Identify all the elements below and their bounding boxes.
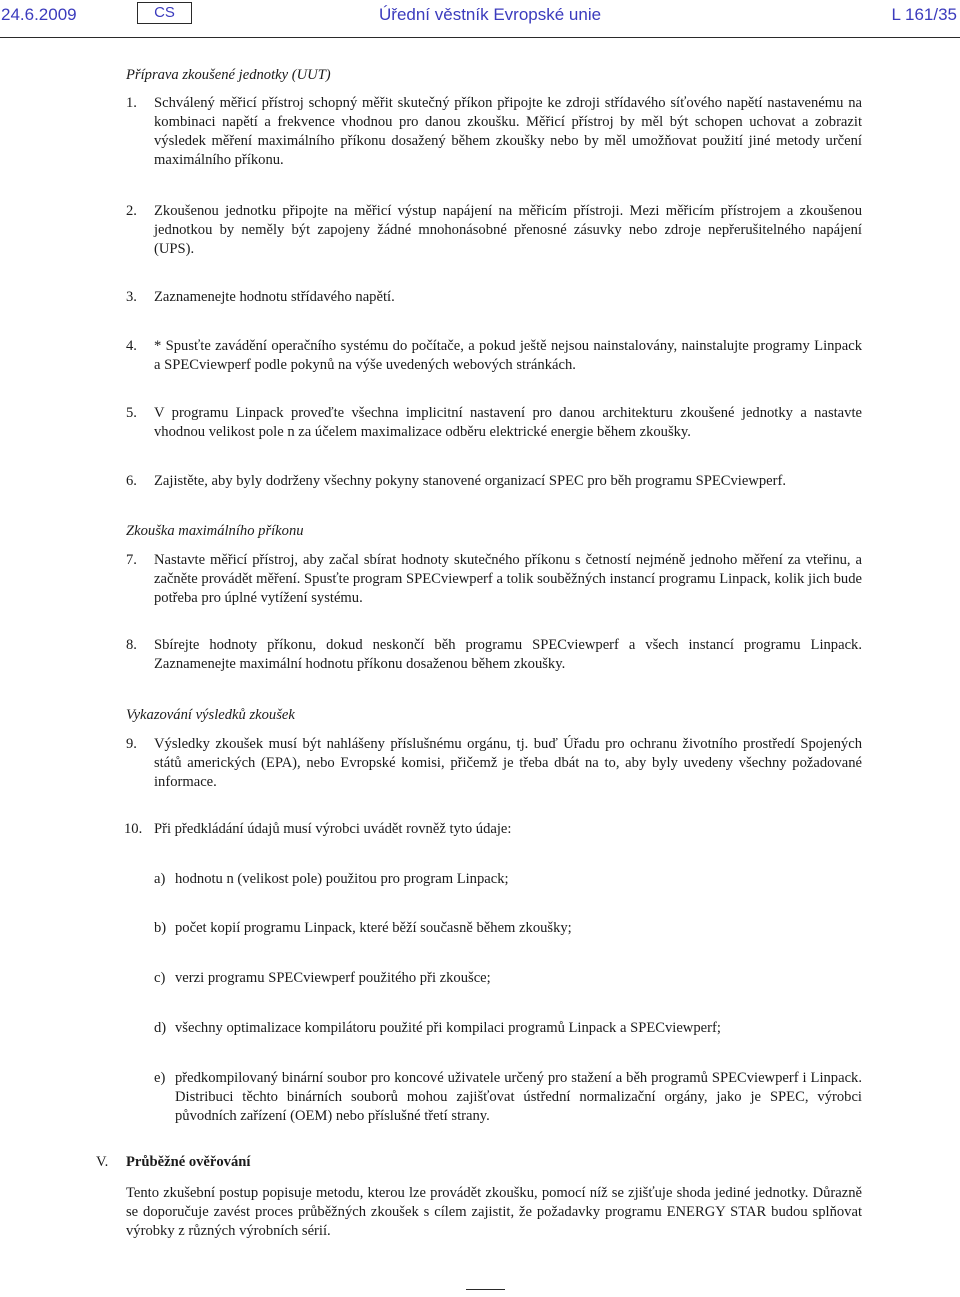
list-item [126, 472, 862, 491]
item-text: Při předkládání údajů musí výrobci uvádět rovněž tyto údaje: [154, 821, 512, 837]
sub-item-letter: d) [154, 1020, 167, 1036]
list-item [126, 288, 862, 307]
item-text: Nastavte měřicí přístroj, aby začal sbírat hodnoty skutečného příkonu s četností nejméně jednoho měření za vteřinu, a začněte provádět měření. Spusťte program SPECviewperf a tolik souběžných instancí programu Linpack, kolik jich bude potřeba pro úplné vytížení systému. [154, 552, 862, 606]
item-number: 1. [126, 95, 137, 111]
sub-item-text: předkompilovaný binární soubor pro koncové uživatele určený pro stažení a běh programů SPECviewperf i Linpack. Distribuci těchto binárních souborů mohou zajišťovat ústřední normalizační orgány, jako je SPEC, výrobci původních zařízení (OEM) nebo příslušné třetí strany. [175, 1070, 862, 1124]
item-number: 3. [126, 289, 137, 305]
item-text: Zajistěte, aby byly dodrženy všechny pokyny stanovené organizací SPEC pro běh programu SPECviewperf. [154, 473, 786, 489]
item-text: Schválený měřicí přístroj schopný měřit skutečný příkon připojte ke zdroji střídavého síťového napětí nastavenému na kombinaci napětí a frekvence vhodnou pro danou zkoušku. Měřicí přístroj by měl být schopen uchovat a zobrazit výsledek měření maximálního příkonu dosažený během zkoušky nebo by měl umožňovat použití jiné metody určení maximálního příkonu. [154, 95, 862, 168]
list-item [126, 551, 862, 608]
item-text: * Spusťte zavádění operačního systému do počítače, a pokud ještě nejsou nainstalovány, nainstalujte programy Linpack a SPECviewperf podle pokynů na výše uvedených webových stránkách. [154, 338, 862, 373]
item-number: 2. [126, 203, 137, 219]
sub-item-letter: b) [154, 920, 167, 936]
subheading-max-power-test: Zkouška maximálního příkonu [126, 523, 304, 539]
sub-item-letter: e) [154, 1070, 166, 1086]
sub-list-item [154, 1019, 862, 1038]
sub-item-letter: a) [154, 871, 166, 887]
list-item [126, 202, 862, 259]
sub-item-text: verzi programu SPECviewperf použitého při zkoušce; [175, 970, 491, 986]
section-title: Průběžné ověřování [126, 1154, 251, 1170]
sub-list-item [154, 919, 862, 938]
section-number: V. [96, 1154, 109, 1170]
journal-title: Úřední věstník Evropské unie [379, 5, 602, 24]
section-paragraph: Tento zkušební postup popisuje metodu, kterou lze provádět zkoušku, pomocí níž se zjišťuje shoda jediné jednotky. Důrazně se doporučuje zavést proces průběžných zkoušek s cílem zajistit, že požadavky programu ENERGY STAR budou splňovat výrobky z různých výrobních sérií. [126, 1185, 862, 1239]
item-text: Zaznamenejte hodnotu střídavého napětí. [154, 289, 395, 305]
item-text: Zkoušenou jednotku připojte na měřicí výstup napájení na měřicím přístroji. Mezi měřicím přístrojem a zkoušenou jednotkou by neměly být zapojeny žádné mnohonásobné přenosné zásuvky nebo zdroje nepřerušitelného napájení (UPS). [154, 203, 862, 257]
item-number: 9. [126, 736, 137, 752]
sub-item-text: počet kopií programu Linpack, které běží současně během zkoušky; [175, 920, 572, 936]
item-text: V programu Linpack proveďte všechna implicitní nastavení pro danou architekturu zkoušené jednotky a nastavte vhodnou velikost pole n za účelem maximalizace odběru elektrické energie během zkoušky. [154, 405, 862, 440]
item-number: 7. [126, 552, 137, 568]
item-number: 5. [126, 405, 137, 421]
language-badge: CS [137, 2, 192, 24]
item-number: 8. [126, 637, 137, 653]
item-number: 4. [126, 338, 137, 354]
journal-header [0, 0, 960, 38]
sub-list-item [154, 969, 862, 988]
item-text: Sbírejte hodnoty příkonu, dokud neskončí běh programu SPECviewperf a všech instancí programu Linpack. Zaznamenejte maximální hodnotu příkonu dosaženou během zkoušky. [154, 637, 862, 672]
item-text: Výsledky zkoušek musí být nahlášeny příslušnému orgánu, tj. buď Úřadu pro ochranu životního prostředí Spojených států amerických (EPA), nebo Evropské komisi, přičemž je třeba dbát na to, aby byly uvedeny všechny požadované informace. [154, 736, 862, 790]
list-item [126, 820, 862, 839]
sub-list-item [154, 870, 862, 889]
list-item [126, 735, 862, 792]
sub-list-item [154, 1069, 862, 1126]
list-item [126, 404, 862, 442]
item-number: 10. [124, 821, 143, 837]
header-date: 24.6.2009 [1, 5, 77, 24]
page-reference: L 161/35 [891, 5, 957, 24]
subheading-results-reporting: Vykazování výsledků zkoušek [126, 707, 295, 723]
footer-divider [466, 1289, 505, 1290]
sub-item-text: hodnotu n (velikost pole) použitou pro program Linpack; [175, 871, 509, 887]
list-item [126, 94, 862, 170]
subheading-uut-preparation: Příprava zkoušené jednotky (UUT) [126, 67, 331, 83]
sub-item-text: všechny optimalizace kompilátoru použité při kompilaci programů Linpack a SPECviewperf; [175, 1020, 721, 1036]
list-item [126, 337, 862, 375]
sub-item-letter: c) [154, 970, 166, 986]
item-number: 6. [126, 473, 137, 489]
list-item [126, 636, 862, 674]
